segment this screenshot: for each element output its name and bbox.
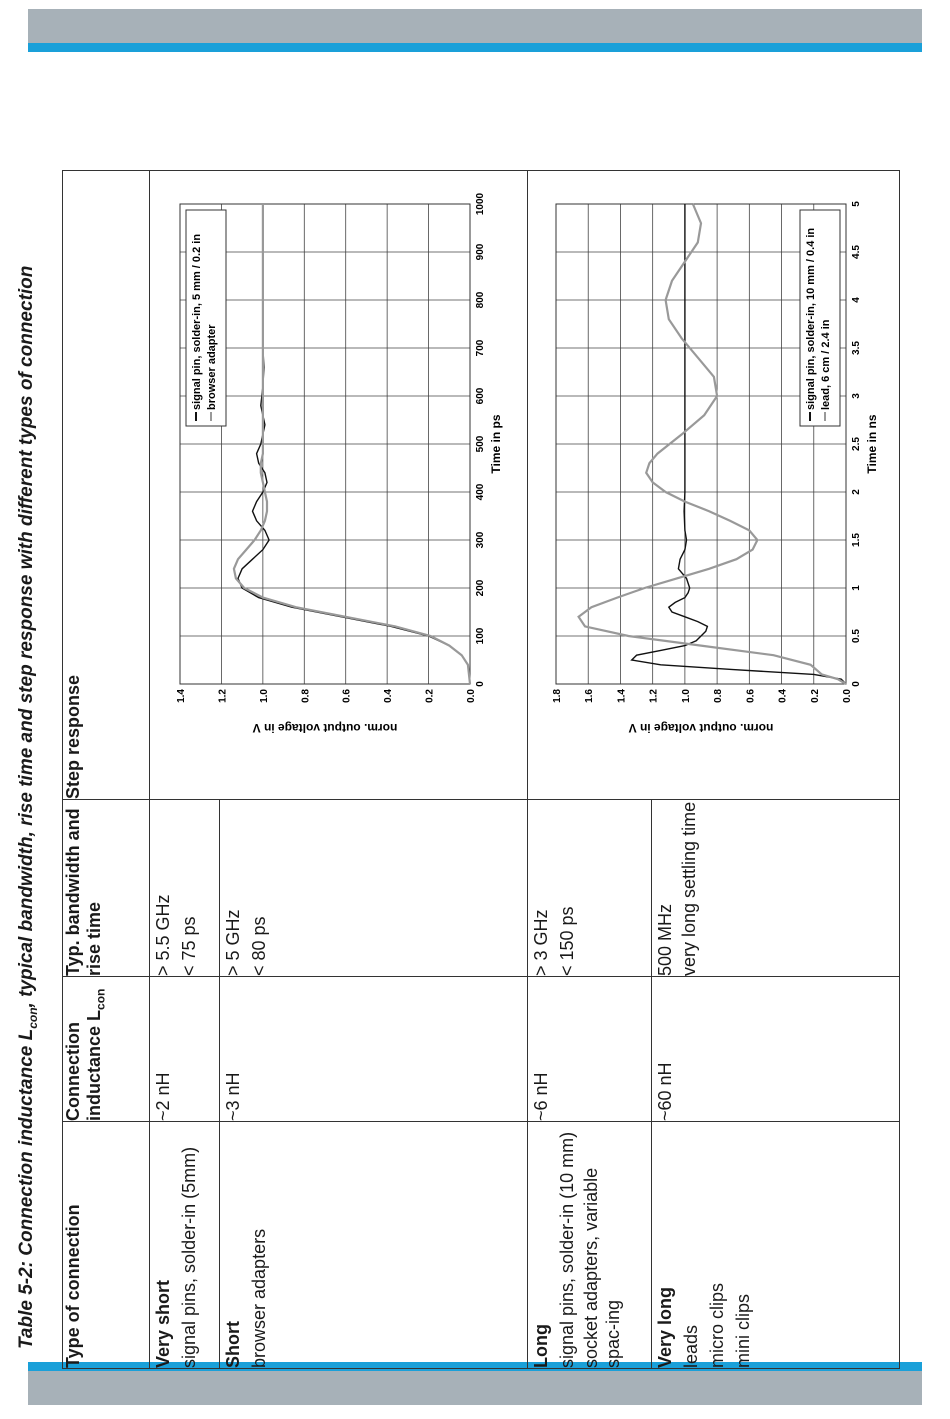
y-tick-label: 1.4 [616, 689, 628, 703]
row-short-bandwidth: > 5 GHz < 80 ps [220, 800, 528, 977]
x-tick-label: 1.5 [851, 533, 862, 547]
step-response-chart-ns [528, 171, 894, 799]
row-very-long-bandwidth: 500 MHz very long settling time [652, 800, 900, 977]
x-tick-label: 2.5 [851, 437, 862, 451]
table-row [528, 171, 652, 1369]
table-header-row [63, 171, 150, 1369]
y-tick-label: 1.6 [584, 689, 596, 703]
row-very-short-inductance: ~2 nH [150, 977, 220, 1122]
legend-entry: signal pin, solder-in, 10 mm / 0.4 in [805, 227, 817, 410]
y-tick-label: 1.2 [648, 689, 660, 703]
x-tick-label: 0 [475, 681, 486, 687]
table-caption [16, 49, 40, 1349]
y-tick-label: 1.2 [217, 689, 229, 703]
header-step-response: Step response [63, 171, 150, 800]
row-short-inductance: ~3 nH [220, 977, 528, 1122]
x-tick-label: 2 [851, 489, 862, 495]
legend-entry: lead, 6 cm / 2.4 in [820, 319, 832, 410]
x-tick-label: 3.5 [851, 341, 862, 355]
x-tick-label: 800 [475, 291, 486, 309]
x-tick-label: 4 [851, 297, 862, 303]
caption-text: Table 5-2: Connection inductance L [16, 1028, 37, 1349]
x-tick-label: 0 [851, 681, 862, 687]
y-tick-label: 0.0 [842, 689, 853, 703]
x-tick-label: 5 [851, 201, 862, 207]
y-tick-label: 0.2 [809, 689, 821, 703]
y-tick-label: 1.8 [552, 689, 563, 703]
x-tick-label: 100 [475, 627, 486, 645]
x-tick-label: 200 [475, 579, 486, 597]
y-axis-label: norm. output voltage in V [628, 721, 774, 735]
row-long-type: Long signal pins, solder-in (10 mm) socket adapters, variable spac-ing [528, 1122, 652, 1369]
connection-table [62, 170, 900, 1369]
caption-text-suffix: , typical bandwidth, rise time and step response with different types of connection [16, 265, 37, 1008]
x-tick-label: 900 [475, 243, 486, 261]
x-tick-label: 300 [475, 531, 486, 549]
row-long-inductance: ~6 nH [528, 977, 652, 1122]
x-tick-label: 3 [851, 393, 862, 399]
row-very-long-inductance: ~60 nH [652, 977, 900, 1122]
y-tick-label: 1.0 [680, 689, 692, 703]
x-tick-label: 1000 [475, 192, 486, 216]
x-axis-label: Time in ps [489, 414, 503, 474]
y-tick-label: 0.6 [745, 689, 757, 703]
y-tick-label: 0.4 [383, 689, 395, 703]
step-response-chart-2 [528, 171, 900, 800]
row-long-bandwidth: > 3 GHz < 150 ps [528, 800, 652, 977]
y-tick-label: 0.4 [777, 689, 789, 703]
row-very-short-type: Very short signal pins, solder-in (5mm) [150, 1122, 220, 1369]
y-tick-label: 1.0 [258, 689, 270, 703]
x-tick-label: 700 [475, 339, 486, 357]
y-tick-label: 0.0 [466, 689, 477, 703]
step-response-chart-ps [150, 171, 522, 799]
y-tick-label: 0.6 [341, 689, 353, 703]
x-tick-label: 500 [475, 435, 486, 453]
row-very-short-bandwidth: > 5.5 GHz < 75 ps [150, 800, 220, 977]
x-tick-label: 0.5 [851, 629, 862, 643]
x-tick-label: 600 [475, 387, 486, 405]
x-axis-label: Time in ns [865, 414, 879, 474]
y-axis-label: norm. output voltage in V [252, 721, 398, 735]
header-type: Type of connection [63, 1122, 150, 1369]
step-response-chart-1 [150, 171, 528, 800]
y-tick-label: 1.4 [176, 689, 187, 703]
legend-entry: browser adapter [206, 324, 218, 410]
legend-entry: signal pin, solder-in, 5 mm / 0.2 in [191, 233, 203, 410]
y-tick-label: 0.8 [300, 689, 312, 703]
x-tick-label: 400 [475, 483, 486, 501]
y-tick-label: 0.2 [424, 689, 436, 703]
header-bandwidth: Typ. bandwidth and rise time [63, 800, 150, 977]
row-short-type: Short browser adapters [220, 1122, 528, 1369]
x-tick-label: 1 [851, 585, 862, 591]
caption-subscript: con [25, 1007, 40, 1029]
y-tick-label: 0.8 [713, 689, 725, 703]
x-tick-label: 4.5 [851, 245, 862, 259]
row-very-long-type: Very long leads micro clips mini clips [652, 1122, 900, 1369]
header-inductance: Connection inductance $L_{con}$ [63, 977, 150, 1122]
table-row [150, 171, 220, 1369]
